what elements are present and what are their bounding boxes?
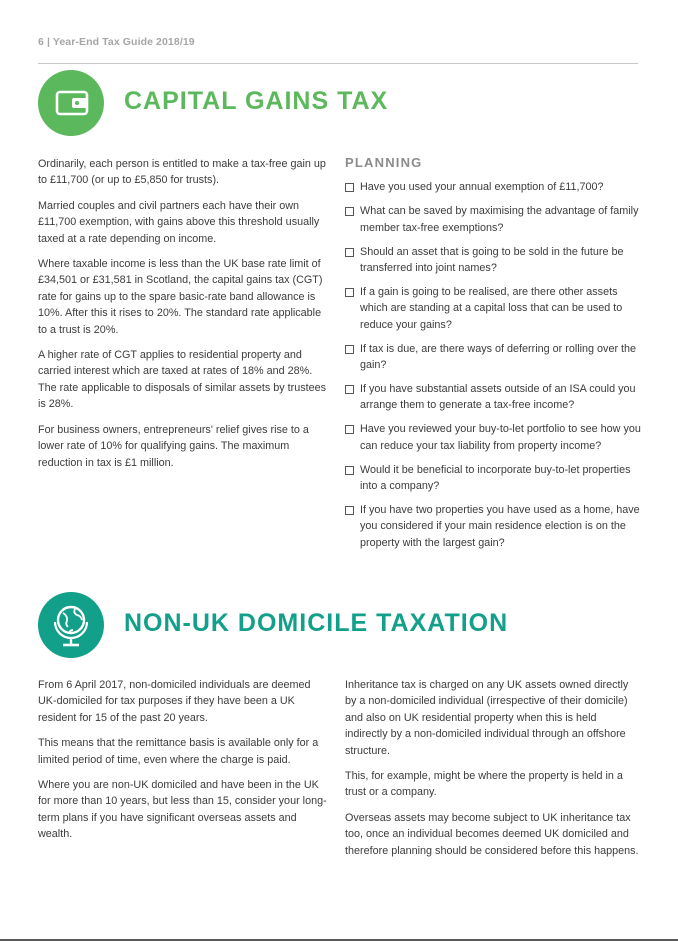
domicile-body-right bbox=[345, 677, 641, 868]
checklist-item bbox=[345, 341, 641, 374]
checkbox-icon[interactable] bbox=[345, 345, 354, 354]
paragraph: Where you are non-UK domiciled and have been in the UK for more than 10 years, but less than 15, consider your long-term plans if you have significant overseas assets and wealth. bbox=[38, 779, 327, 841]
checklist-item-text: If a gain is going to be realised, are there other assets which are standing at a capital loss that can be used to reduce your gains? bbox=[360, 285, 623, 331]
checklist-item-text: Would it be beneficial to incorporate buy-to-let properties into a company? bbox=[360, 463, 631, 492]
checklist-item-text: If tax is due, are there ways of deferring or rolling over the gain? bbox=[360, 342, 637, 372]
header-divider bbox=[38, 63, 638, 64]
checklist-item bbox=[345, 502, 641, 551]
paragraph: This means that the remittance basis is available only for a limited period of time, even where the charge is paid. bbox=[38, 737, 319, 766]
paragraph: Ordinarily, each person is entitled to make a tax-free gain up to £11,700 (or up to £5,850 for trusts). bbox=[38, 158, 326, 187]
checklist-item bbox=[345, 421, 641, 454]
running-header: 6 | Year-End Tax Guide 2018/19 bbox=[38, 36, 195, 48]
checklist-item bbox=[345, 462, 641, 495]
planning-heading: PLANNING bbox=[345, 155, 423, 170]
checkbox-icon[interactable] bbox=[345, 466, 354, 475]
checkbox-icon[interactable] bbox=[345, 506, 354, 515]
checklist-item bbox=[345, 203, 641, 236]
checklist-item bbox=[345, 381, 641, 414]
checklist-item-text: Have you used your annual exemption of £11,700? bbox=[360, 181, 604, 194]
paragraph: Inheritance tax is charged on any UK assets owned directly by a non-domiciled individual (irrespective of their domicile) and also on UK residential property when this is held indirectly by a non-domiciled individual through an offshore structure. bbox=[345, 679, 629, 757]
checkbox-icon[interactable] bbox=[345, 288, 354, 297]
cgt-body-text bbox=[38, 156, 330, 480]
checklist-item bbox=[345, 244, 641, 277]
checkbox-icon[interactable] bbox=[345, 207, 354, 216]
checkbox-icon[interactable] bbox=[345, 183, 354, 192]
checklist-item-text: If you have substantial assets outside of an ISA could you arrange them to generate a tax-free income? bbox=[360, 382, 636, 412]
section-title-capital-gains-tax: CAPITAL GAINS TAX bbox=[124, 87, 389, 115]
checklist-item-text: If you have two properties you have used as a home, have you considered if your main residence election is on the property with the largest gain? bbox=[360, 503, 640, 549]
checklist-item-text: Should an asset that is going to be sold in the future be transferred into joint names? bbox=[360, 245, 624, 275]
footer-divider bbox=[0, 939, 678, 941]
paragraph: From 6 April 2017, non-domiciled individuals are deemed UK-domiciled for tax purposes if they have been a UK resident for 15 of the past 20 years. bbox=[38, 679, 311, 724]
paragraph: For business owners, entrepreneurs' relief gives rise to a lower rate of 10% for qualifying gains. The maximum reduction in tax is £1 million. bbox=[38, 423, 309, 469]
planning-checklist bbox=[345, 155, 641, 559]
paragraph: Where taxable income is less than the UK base rate limit of £34,501 or £31,581 in Scotland, the capital gains tax (CGT) rate for gains up to the spare basic-rate band allowance is 10%. After this it rises to 20%. The standard rate applicable to a trust is 20%. bbox=[38, 258, 323, 336]
paragraph: This, for example, might be where the property is held in a trust or a company. bbox=[345, 770, 623, 799]
paragraph: A higher rate of CGT applies to residential property and carried interest which are taxed at rates of 18% and 28%. The rate applicable to disposals of similar assets by trustees is 28%. bbox=[38, 349, 327, 411]
checklist-item bbox=[345, 284, 641, 333]
checklist-item bbox=[345, 179, 641, 195]
section-title-non-uk-domicile-taxation: NON-UK DOMICILE TAXATION bbox=[124, 609, 509, 637]
domicile-body-left bbox=[38, 677, 330, 852]
checklist-item-text: Have you reviewed your buy-to-let portfolio to see how you can reduce your tax liability from property income? bbox=[360, 423, 641, 452]
globe-icon bbox=[38, 592, 104, 658]
checkbox-icon[interactable] bbox=[345, 425, 354, 434]
checklist-item-text: What can be saved by maximising the advantage of family member tax-free exemptions? bbox=[360, 205, 639, 234]
paragraph: Married couples and civil partners each have their own £11,700 exemption, with gains above this threshold usually taxed at a rate depending on income. bbox=[38, 199, 320, 245]
checkbox-icon[interactable] bbox=[345, 385, 354, 394]
checkbox-icon[interactable] bbox=[345, 248, 354, 257]
wallet-icon bbox=[38, 70, 104, 136]
paragraph: Overseas assets may become subject to UK inheritance tax too, once an individual becomes deemed UK domiciled and therefore planning should be considered before this happens. bbox=[345, 811, 639, 857]
